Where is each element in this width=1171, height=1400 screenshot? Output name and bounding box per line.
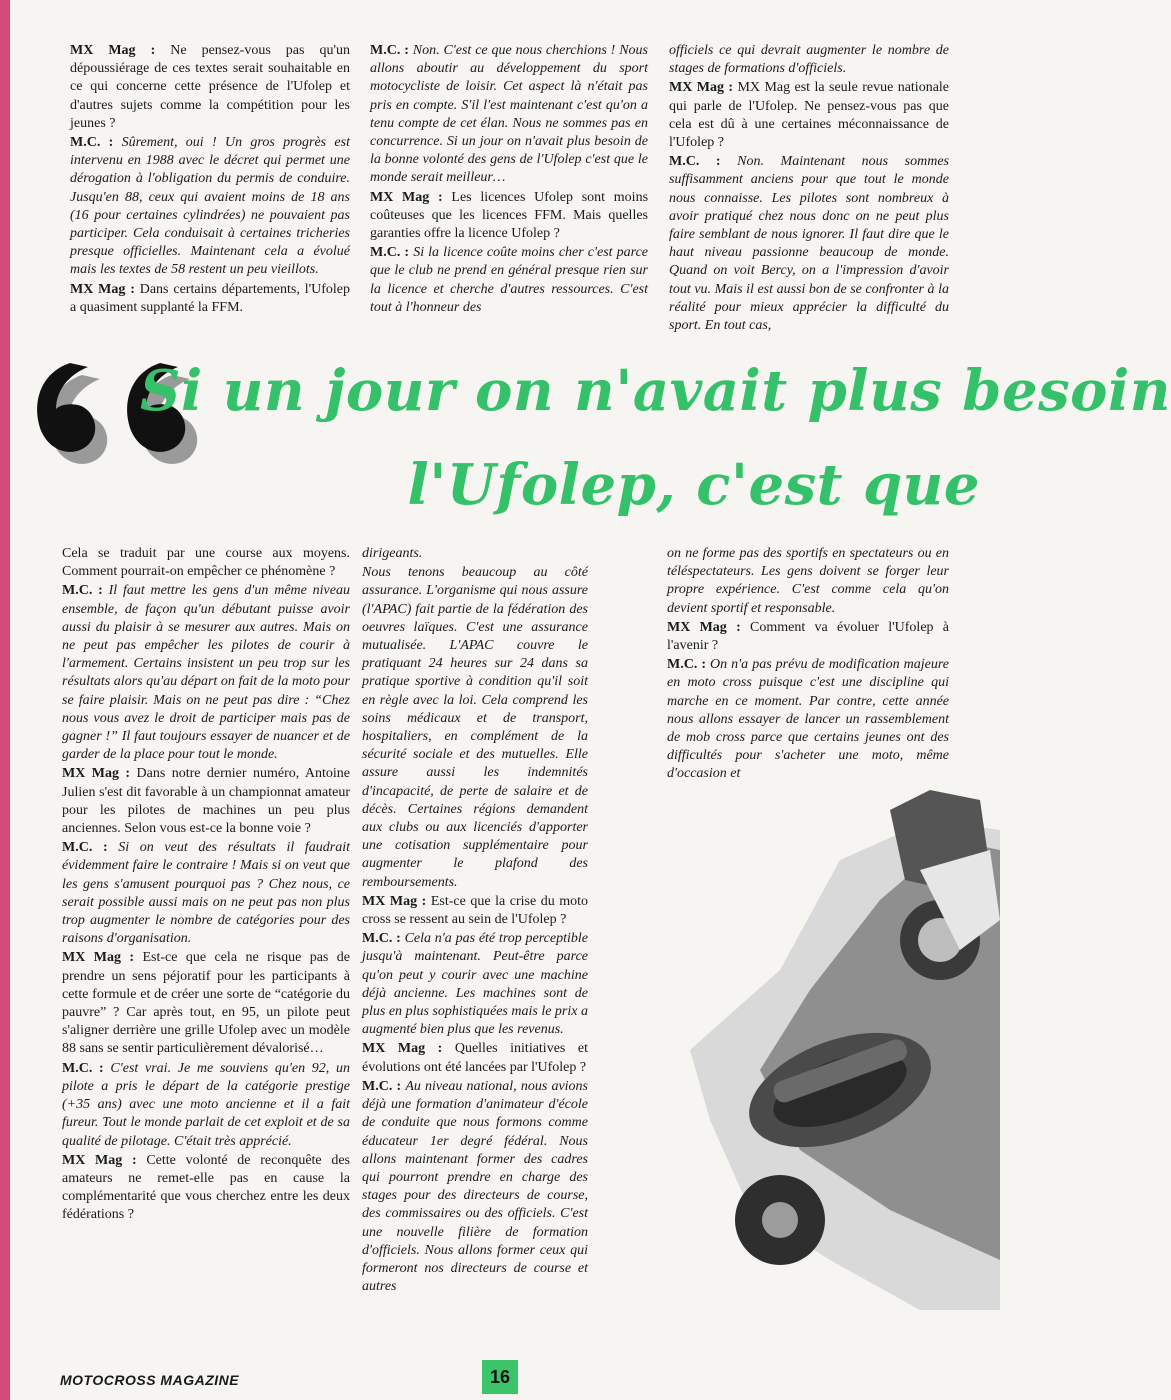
bottom-column-1: [62, 545, 350, 1345]
article-paragraph: [667, 545, 949, 618]
article-paragraph: [362, 1040, 588, 1076]
article-paragraph: [62, 1152, 350, 1225]
page-number: 16: [482, 1360, 518, 1394]
article-paragraph: [62, 1060, 350, 1151]
speaker-label: M.C. :: [669, 154, 721, 170]
article-paragraph: [362, 930, 588, 1039]
article-paragraph: [362, 564, 588, 892]
paragraph-text: Est-ce que la crise du moto cross se ressent au sein de l'Ufolep ?: [362, 893, 589, 928]
bottom-column-3: [667, 545, 949, 795]
paragraph-text: Dans notre dernier numéro, Antoine Julien s'est dit favorable à un championnat amateur pour les pilotes de machines un peu plus anciennes. Selon vous est-ce la bonne voie ?: [62, 766, 350, 837]
speaker-label: M.C. :: [667, 657, 707, 673]
paragraph-text: Est-ce que cela ne risque pas de prendre un sens péjoratif pour les participants à cette formule et de créer une sorte de “catégorie du pauvre” ? Car après tout, en 95, un pilote peut s'aligner derrière une grille Ufolep avec un modèle 88 sans se sentir particulièrement dévalorisé…: [62, 950, 351, 1057]
article-paragraph: [62, 765, 350, 838]
speaker-label: MX Mag :: [362, 893, 427, 909]
magazine-name: MOTOCROSS MAGAZINE: [60, 1372, 240, 1388]
speaker-label: MX Mag :: [62, 766, 131, 782]
article-paragraph: [70, 281, 350, 317]
top-column-2: [370, 42, 648, 346]
speaker-label: MX Mag :: [70, 43, 156, 58]
paragraph-text: Non. C'est ce que nous cherchions ! Nous allons aboutir au développement du sport motocycliste de loisir. Cet aspect là n'était pas pris en compte. S'il l'est maintenant c'est qu'on a tenu compte de cet élan. Nous ne sommes pas en concurrence. Si un jour on n'avait plus besoin de la bonne volonté des gens de l'Ufolep c'est que le monde serait meilleur…: [370, 43, 648, 186]
speaker-label: M.C. :: [62, 840, 108, 856]
page-edge-stripe: [0, 0, 10, 1400]
article-paragraph: [70, 134, 350, 280]
article-paragraph: [667, 656, 949, 783]
paragraph-text: Ne pensez-vous pas qu'un dépoussiérage de ces textes serait souhaitable en ce qui concerne cette présence de l'Ufolep et d'autres sujets comme la compétition pour les jeunes ?: [70, 43, 350, 131]
article-paragraph: [362, 893, 588, 929]
paragraph-text: Si la licence coûte moins cher c'est parce que le club ne prend en général presque rien sur la licence et cherche d'autres ressources. C'est tout à l'honneur des: [370, 245, 649, 315]
speaker-label: M.C. :: [70, 135, 114, 151]
paragraph-text: C'est vrai. Je me souviens qu'en 92, un pilote a pris le départ de la catégorie prestige (+35 ans) avec une moto ancienne et il a fait fureur. Tout le monde parlait de cet exploit et de sa qualité de pilotage. C'était très apprécié.: [62, 1060, 351, 1149]
top-column-3: [669, 42, 949, 346]
article-paragraph: [62, 949, 350, 1058]
paragraph-text: Cette volonté de reconquête des amateurs ne remet-elle pas en cause la complémentarité que vous cherchez entre les deux fédérations ?: [62, 1152, 351, 1223]
speaker-label: MX Mag :: [70, 281, 135, 297]
article-paragraph: [62, 582, 350, 764]
paragraph-text: officiels ce qui devrait augmenter le nombre de stages de formations d'officiels.: [669, 43, 949, 77]
top-column-1: [70, 42, 350, 346]
motocross-photo: [690, 790, 1000, 1310]
article-paragraph: [62, 839, 350, 948]
paragraph-text: Nous tenons beaucoup au côté assurance. L'organisme qui nous assure (l'APAC) fait partie de la fédération des oeuvres laïques. C'est une assurance mutualisée. L'APAC couvre le pratiquant 24 heures sur 24 dans sa pratique sportive à condition qu'il soit en règle avec la loi. Cela comprend les soins médicaux et de transport, hospitaliers, en complément de la sécurité sociale et des mutuelles. Elle assure aussi les indemnités d'incapacité, de perte de salaire et de décès. Certaines régions demandent aux clubs ou aux licenciés d'apporter une cotisation supplémentaire pour augmenter le plafond des remboursements.: [362, 565, 588, 890]
paragraph-text: Sûrement, oui ! Un gros progrès est intervenu en 1988 avec le décret qui permet une dérogation à l'obligation du permis de conduire. Jusqu'en 88, ceux qui avaient moins de 18 ans (16 pour certaines cylindrées) ne pouvaient pas participer. Cela conduisait à certaines tricheries presque officielles. Maintenant cela a évolué mais les textes de 58 restent un peu vieillots.: [70, 135, 350, 278]
paragraph-text: on ne forme pas des sportifs en spectateurs ou en téléspectateurs. Les gens doivent se forger leur propre expérience. C'est comme cela qu'on devient sportif et responsable.: [667, 546, 949, 616]
paragraph-text: Il faut mettre les gens d'un même niveau ensemble, de façon qu'un débutant puisse avoir aussi du plaisir à se mesurer aux autres. Mais on ne peut pas empêcher les pilotes de courir à l'armement. Certains insistent un peu trop sur les résultats alors qu'au départ on fait de la moto pour se faire plaisir. Mais on ne peut pas dire : “Chez nous vous avez le droit de participer mais pas de gagner !” Il faut toujours essayer de nuancer et de garder de la place pour tout le monde.: [62, 583, 350, 763]
pull-quote-line-2: l'Ufolep, c'est que: [407, 452, 980, 518]
speaker-label: M.C. :: [62, 583, 103, 599]
paragraph-text: Comment va évoluer l'Ufolep à l'avenir ?: [667, 619, 950, 654]
paragraph-text: On n'a pas prévu de modification majeure en moto cross puisque c'est une discipline qui marche en ce moment. Par contre, cette année nous allons essayer de lancer un rassemblement de mob cross parce que certains jeunes ont des difficultés pour s'acheter une moto, même d'occasion et: [667, 657, 949, 782]
article-paragraph: [667, 619, 949, 655]
paragraph-text: dirigeants.: [362, 546, 423, 561]
article-paragraph: [669, 153, 949, 335]
speaker-label: M.C. :: [370, 245, 410, 261]
paragraph-text: Si on veut des résultats il faudrait évidemment faire le contraire ! Mais si on veut que les gens s'amusent pourquoi pas ? Chez nous, ce serait possible aussi mais on ne peut pas non plus trop augmenter le nombre de catégories pour des raisons d'organisation.: [62, 840, 350, 947]
article-paragraph: [370, 42, 648, 188]
bottom-column-2: [362, 545, 588, 1345]
article-paragraph: [669, 42, 949, 78]
article-paragraph: [362, 545, 588, 563]
article-paragraph: [62, 545, 350, 581]
speaker-label: MX Mag :: [370, 189, 443, 205]
paragraph-text: Les licences Ufolep sont moins coûteuses que les licences FFM. Mais quelles garanties offre la licence Ufolep ?: [370, 189, 649, 242]
paragraph-text: Au niveau national, nous avions déjà une formation d'animateur d'école de conduite que nous formons comme éducateur 1er degré fédéral. Nous allons maintenant former des cadres qui pourront prendre en charge des stages pour des directeurs de course, des commissaires ou des officiels. C'est une nouvelle filière de formation d'officiels. Nous allons former ceux qui formeront nos directeurs de course et autres: [362, 1078, 589, 1295]
speaker-label: MX Mag :: [62, 950, 135, 966]
paragraph-text: Dans certains départements, l'Ufolep a quasiment supplanté la FFM.: [70, 281, 350, 315]
speaker-label: MX Mag :: [667, 619, 741, 635]
paragraph-text: Cela n'a pas été trop perceptible jusqu'à maintenant. Peut-être parce qu'on peut y courir avec une machine déjà ancienne. Les machines sont de plus en plus sophistiquées mais le prix a augmenté bien plus que les revenus.: [362, 931, 588, 1038]
speaker-label: MX Mag :: [62, 1152, 137, 1168]
speaker-label: MX Mag :: [362, 1041, 443, 1057]
article-paragraph: [370, 189, 648, 244]
paragraph-text: Cela se traduit par une course aux moyens. Comment pourrait-on empêcher ce phénomène ?: [62, 546, 350, 580]
paragraph-text: Non. Maintenant nous sommes suffisamment anciens pour que tout le monde nous connaisse. Les pilotes sont nombreux à avoir pratiqué chez nous donc on ne peut plus faire semblant de nous ignorer. Il faut dire que le haut niveau passionne beaucoup de monde. Quand on voit Bercy, on a l'impression d'avoir tout vu. Mais il est aussi bon de se confronter à la réalité pour mieux apprécier la difficulté du sport. En tout cas,: [669, 154, 949, 334]
article-paragraph: [370, 244, 648, 317]
speaker-label: MX Mag :: [669, 80, 734, 96]
speaker-label: M.C. :: [362, 1078, 402, 1094]
pull-quote-line-1: Si un jour on n'avait plus besoin: [140, 358, 1171, 424]
paragraph-text: MX Mag est la seule revue nationale qui parle de l'Ufolep. Ne pensez-vous pas que cela est dû à une certaines méconnaissance de l'Ufolep ?: [669, 80, 950, 151]
speaker-label: M.C. :: [62, 1060, 104, 1076]
paragraph-text: Quelles initiatives et évolutions ont été lancées par l'Ufolep ?: [362, 1041, 589, 1075]
article-paragraph: [669, 79, 949, 152]
speaker-label: M.C. :: [362, 931, 401, 947]
speaker-label: M.C. :: [370, 43, 409, 58]
article-paragraph: [362, 1078, 588, 1296]
article-paragraph: [70, 42, 350, 133]
